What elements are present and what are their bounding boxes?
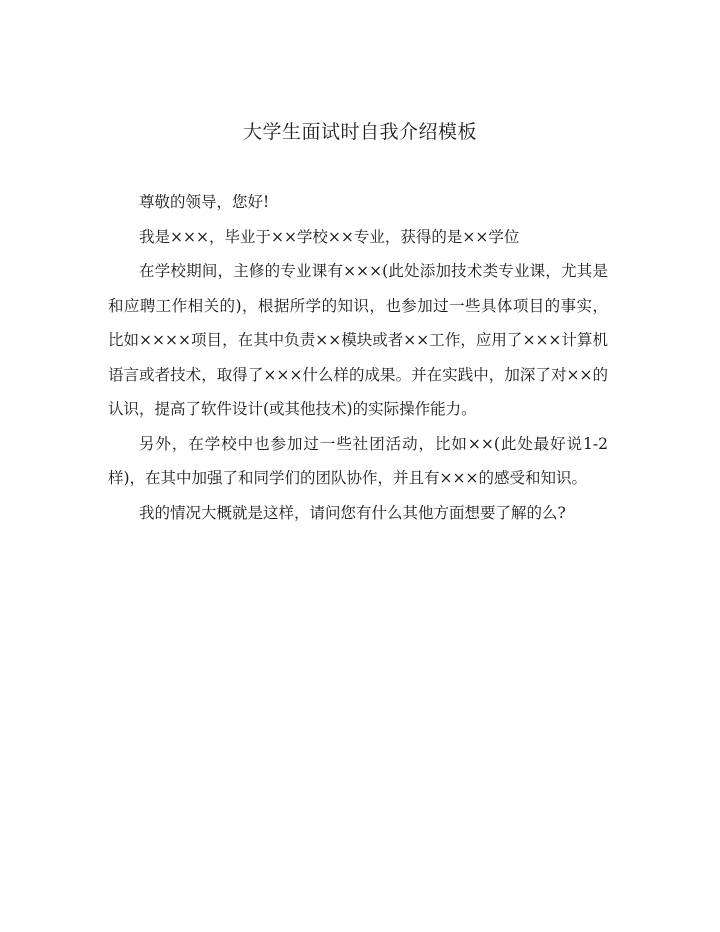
paragraph-studies: 在学校期间，主修的专业课有×××(此处添加技术类专业课，尤其是和应聘工作相关的)，根据所学的知识，也参加过一些具体项目的事实，比如××××项目，在其中负责××模块或者××工作，应用了×××计算机语言或者技术，取得了×××什么样的成果。并在实践中，加深了对××的认识，提高了软件设计(或其他技术)的实际操作能力。 bbox=[108, 262, 608, 418]
paragraph-greeting: 尊敬的领导，您好! bbox=[139, 193, 270, 211]
document-body bbox=[108, 185, 608, 530]
paragraph-closing: 我的情况大概就是这样，请问您有什么其他方面想要了解的么? bbox=[139, 503, 566, 522]
paragraph-activities: 另外，在学校中也参加过一些社团活动，比如××(此处最好说1-2样)，在其中加强了和同学们的团队协作，并且有×××的感受和知识。 bbox=[108, 434, 608, 487]
document-title: 大学生面试时自我介绍模板 bbox=[242, 121, 477, 143]
paragraph-introduction: 我是×××，毕业于××学校××专业，获得的是××学位 bbox=[139, 227, 520, 246]
